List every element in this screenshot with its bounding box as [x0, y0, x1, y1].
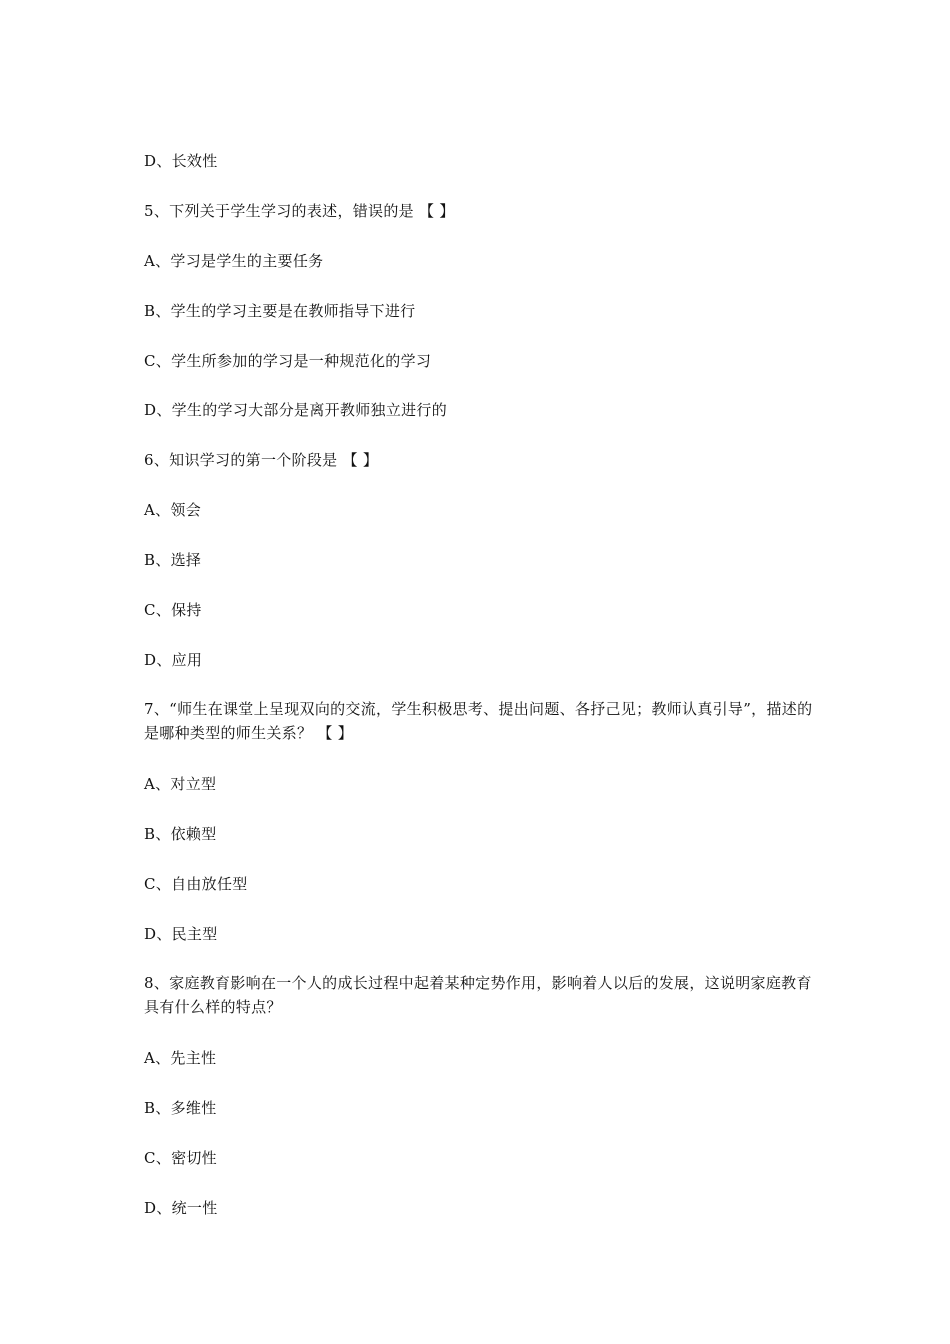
q7-option-d: D、民主型 — [144, 925, 218, 943]
q7-option-b: B、依赖型 — [144, 825, 217, 843]
q7-question: 7、“师生在课堂上呈现双向的交流，学生积极思考、提出问题、各抒己见；教师认真引导”，描述的是哪种类型的师生关系？ 【 】 — [144, 700, 813, 742]
q6-option-a: A、领会 — [144, 501, 202, 519]
q6-option-c: C、保持 — [144, 601, 202, 619]
q6-option-b: B、选择 — [144, 551, 202, 569]
q7-option-c: C、自由放任型 — [144, 875, 248, 893]
q8-option-c: C、密切性 — [144, 1149, 217, 1167]
q4-option-d: D、长效性 — [144, 152, 218, 170]
q8-option-a: A、先主性 — [144, 1049, 217, 1067]
q8-option-b: B、多维性 — [144, 1099, 217, 1117]
q5-option-c: C、学生所参加的学习是一种规范化的学习 — [144, 352, 432, 370]
q6-question: 6、知识学习的第一个阶段是 【 】 — [144, 451, 379, 469]
q8-option-d: D、统一性 — [144, 1199, 218, 1217]
q5-question: 5、下列关于学生学习的表述，错误的是 【 】 — [144, 202, 455, 220]
q6-option-d: D、应用 — [144, 651, 203, 669]
q7-option-a: A、对立型 — [144, 775, 217, 793]
q8-question: 8、家庭教育影响在一个人的成长过程中起着某种定势作用，影响着人以后的发展，这说明家庭教育具有什么样的特点？ — [144, 974, 812, 1016]
q5-option-a: A、学习是学生的主要任务 — [144, 252, 324, 270]
q5-option-d: D、学生的学习大部分是离开教师独立进行的 — [144, 401, 448, 419]
q5-option-b: B、学生的学习主要是在教师指导下进行 — [144, 302, 416, 320]
